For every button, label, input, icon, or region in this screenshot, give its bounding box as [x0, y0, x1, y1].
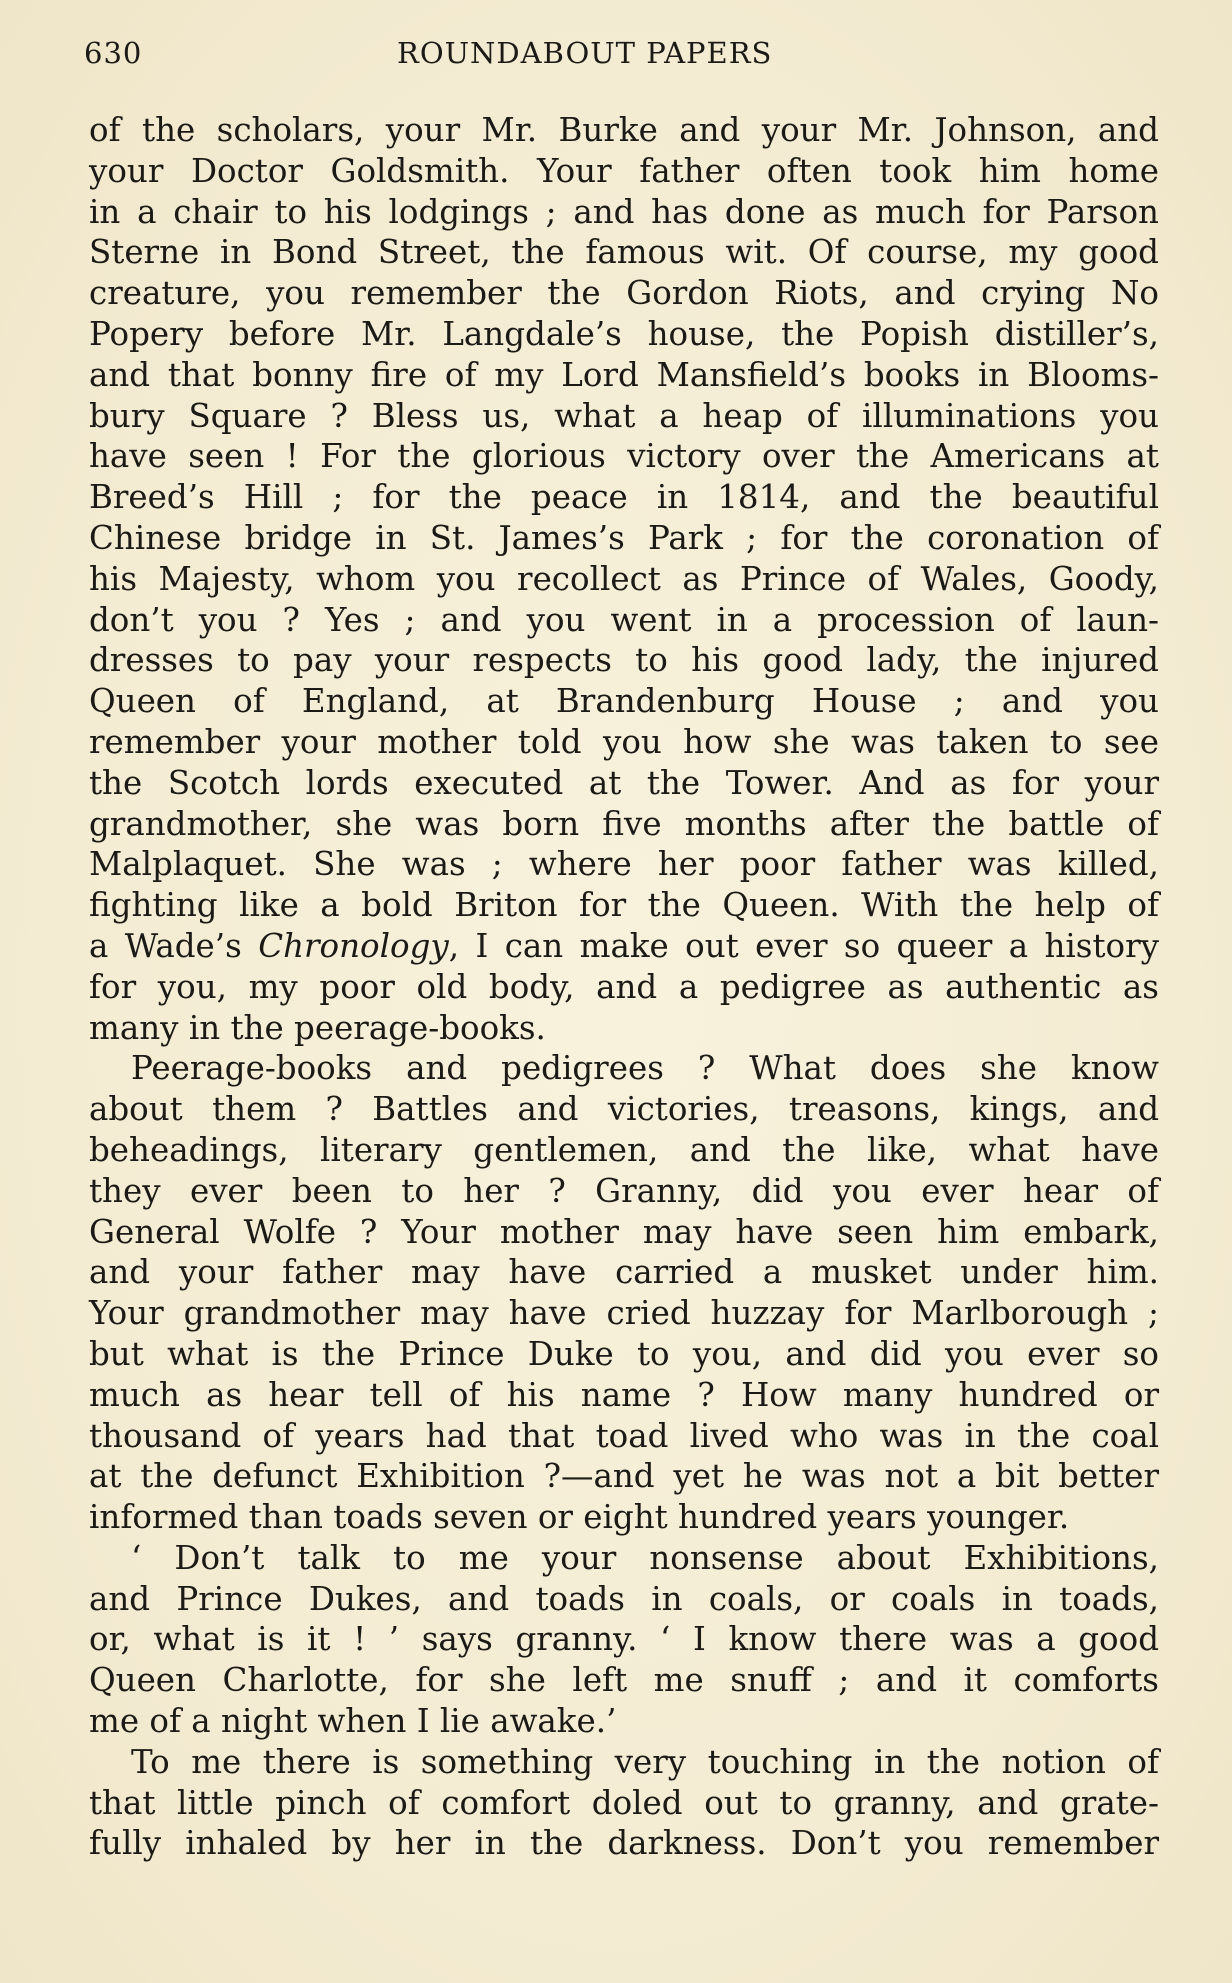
text-line: at the defunct Exhibition ?—and yet he was not a bit better [89, 1457, 1159, 1496]
book-title-chronology: Chronology [258, 926, 449, 965]
text-fragment: a Wade’s [89, 926, 259, 965]
text-line: have seen ! For the glorious victory over the Americans at [89, 437, 1159, 476]
paragraph-start-line: ‘ Don’t talk to me your nonsense about Exhibitions, [131, 1538, 1159, 1577]
page-header [84, 36, 1162, 76]
text-line: creature, you remember the Gordon Riots, and crying No [89, 274, 1159, 313]
text-line: Breed’s Hill ; for the peace in 1814, and the beautiful [89, 478, 1159, 517]
body-text [89, 110, 1159, 1864]
text-line: but what is the Prince Duke to you, and did you ever so [89, 1334, 1159, 1373]
text-line: and Prince Dukes, and toads in coals, or coals in toads, [89, 1579, 1159, 1618]
paragraph-start-line: Peerage-books and pedigrees ? What does she know [131, 1049, 1159, 1088]
text-line: in a chair to his lodgings ; and has done as much for Parson [89, 192, 1159, 231]
text-line: informed than toads seven or eight hundred years younger. [89, 1498, 1070, 1537]
text-line: grandmother, she was born five months after the battle of [89, 804, 1159, 843]
text-line: they ever been to her ? Granny, did you ever hear of [89, 1171, 1159, 1210]
text-line: and your father may have carried a musket under him. [89, 1253, 1159, 1292]
text-line: Sterne in Bond Street, the famous wit. Of course, my good [89, 233, 1159, 272]
running-title: ROUNDABOUT PAPERS [397, 36, 773, 70]
text-line: remember your mother told you how she was taken to see [89, 722, 1159, 761]
text-line: fighting like a bold Briton for the Queen. With the help of [89, 886, 1159, 925]
paragraph-start-line: To me there is something very touching in the notion of [131, 1742, 1159, 1781]
text-line: bury Square ? Bless us, what a heap of illuminations you [89, 396, 1159, 435]
text-fragment: , I can make out ever so queer a history [448, 926, 1159, 965]
text-line: thousand of years had that toad lived who was in the coal [89, 1416, 1159, 1455]
text-line: dresses to pay your respects to his good lady, the injured [89, 641, 1159, 680]
text-line: Queen Charlotte, for she left me snuff ; and it comforts [89, 1661, 1159, 1700]
text-line: your Doctor Goldsmith. Your father often took him home [89, 151, 1159, 190]
text-line: or, what is it ! ’ says granny. ‘ I know there was a good [89, 1620, 1159, 1659]
text-line: me of a night when I lie awake.’ [89, 1702, 617, 1741]
text-line: many in the peerage-books. [89, 1008, 546, 1047]
text-line: Malplaquet. She was ; where her poor father was killed, [89, 845, 1159, 884]
page-number: 630 [84, 36, 143, 70]
text-line: his Majesty, whom you recollect as Prince of Wales, Goody, [89, 559, 1159, 598]
text-line: beheadings, literary gentlemen, and the like, what have [89, 1130, 1159, 1169]
text-line: of the scholars, your Mr. Burke and your Mr. Johnson, and [89, 111, 1159, 149]
text-line: that little pinch of comfort doled out to granny, and grate- [89, 1783, 1159, 1822]
text-line: Queen of England, at Brandenburg House ; and you [89, 682, 1159, 721]
text-line: much as hear tell of his name ? How many hundred or [89, 1375, 1159, 1414]
text-line: Chinese bridge in St. James’s Park ; for the coronation of [89, 518, 1159, 557]
text-line: General Wolfe ? Your mother may have seen him embark, [89, 1212, 1159, 1251]
text-line: Popery before Mr. Langdale’s house, the Popish distiller’s, [89, 314, 1159, 353]
text-line: don’t you ? Yes ; and you went in a procession of laun- [89, 600, 1159, 639]
text-line: fully inhaled by her in the darkness. Don’t you remember [89, 1824, 1159, 1863]
text-line: Your grandmother may have cried huzzay for Marlborough ; [89, 1294, 1159, 1333]
text-line: for you, my poor old body, and a pedigree as authentic as [89, 967, 1159, 1006]
text-line: the Scotch lords executed at the Tower. And as for your [89, 763, 1159, 802]
text-line: and that bonny fire of my Lord Mansfield’s books in Blooms- [89, 355, 1159, 394]
text-line: about them ? Battles and victories, treasons, kings, and [89, 1090, 1159, 1129]
text-line-with-italic [89, 926, 1159, 967]
